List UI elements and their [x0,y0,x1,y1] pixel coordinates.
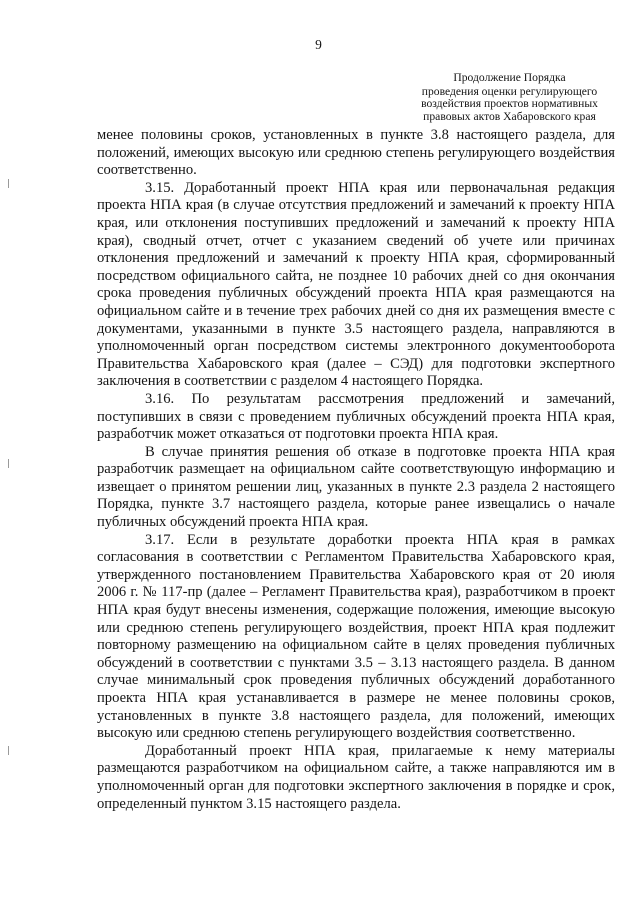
header-line-3: правовых актов Хабаровского края [423,109,596,123]
header-line-1: проведения оценки регулирующего [421,84,598,98]
scan-margin-mark [8,746,9,755]
page-number: 9 [315,37,322,52]
paragraph-3-15: 3.15. Доработанный проект НПА края или первоначальная редакция проекта НПА края (в случае отсутствия предложений и замечаний к проекту НПА края, или отклонения поступивших предложений и замечаний к проекту НПА края), сводный отчет, отчет с указанием сведений об учете или причинах отклонения предложений и замечаний к проекту НПА края, сформированный посредством официального сайта, не позднее 10 рабочих дней со дня окончания срока проведения публичных обсуждений проекта НПА края размещаются на официальном сайте и в течение трех рабочих дней со дня их размещения вместе с документами, указанными в пункте 3.5 настоящего раздела, направляются в уполномоченный орган посредством системы электронного документооборота Правительства Хабаровского края (далее – СЭД) для подготовки экспертного заключения в соответствии с разделом 4 настоящего Порядка. [97,179,615,390]
paragraph-3-16: 3.16. По результатам рассмотрения предложений и замечаний, поступивших в связи с проведением публичных обсуждений проекта НПА края, разработчик может отказаться от подготовки проекта НПА края. [97,390,615,443]
scan-margin-mark [8,459,9,468]
paragraph-continuation: менее половины сроков, установленных в пункте 3.8 настоящего раздела, для положений, имеющих высокую или среднюю степень регулирующего воздействия соответственно. [97,127,615,179]
header-title: Продолжение Порядка [453,71,566,84]
paragraph-revised-project: Доработанный проект НПА края, прилагаемые к нему материалы размещаются разработчиком на официальном сайте, а также направляются им в уполномоченный орган для подготовки экспертного заключения в порядке и срок, определенный пунктом 3.15 настоящего раздела. [97,742,615,812]
paragraph-3-17: 3.17. Если в результате доработки проекта НПА края в рамках согласования в соответствии с Регламентом Правительства Хабаровского края, утвержденного постановлением Правительства Хабаровского края от 20 июля 2006 г. № 117-пр (далее – Регламент Правительства края), разработчиком в проект НПА края будут внесены изменения, содержащие положения, имеющие высокую или среднюю степень регулирующего воздействия, проект НПА края подлежит повторному размещению на официальном сайте в целях проведения публичных обсуждений в соответствии с пунктами 3.5 – 3.13 настоящего раздела. В данном случае минимальный срок проведения публичных обсуждений доработанного проекта НПА края устанавливается в размере не менее половины сроков, установленных в пункте 3.8 настоящего раздела, для положений, имеющих высокую или среднюю степень регулирующего воздействия соответственно. [97,531,615,742]
document-body [97,127,615,813]
scan-margin-mark [8,179,9,188]
paragraph-refusal: В случае принятия решения об отказе в подготовке проекта НПА края разработчик размещает на официальном сайте соответствующую информацию и извещает о принятом решении лиц, указанных в пункте 2.3 раздела 2 настоящего Порядка, пункте 3.7 настоящего раздела, которые ранее извещались о начале публичных обсуждений проекта НПА края. [97,443,615,531]
document-header [402,72,617,123]
header-line-2: воздействия проектов нормативных [421,97,598,111]
